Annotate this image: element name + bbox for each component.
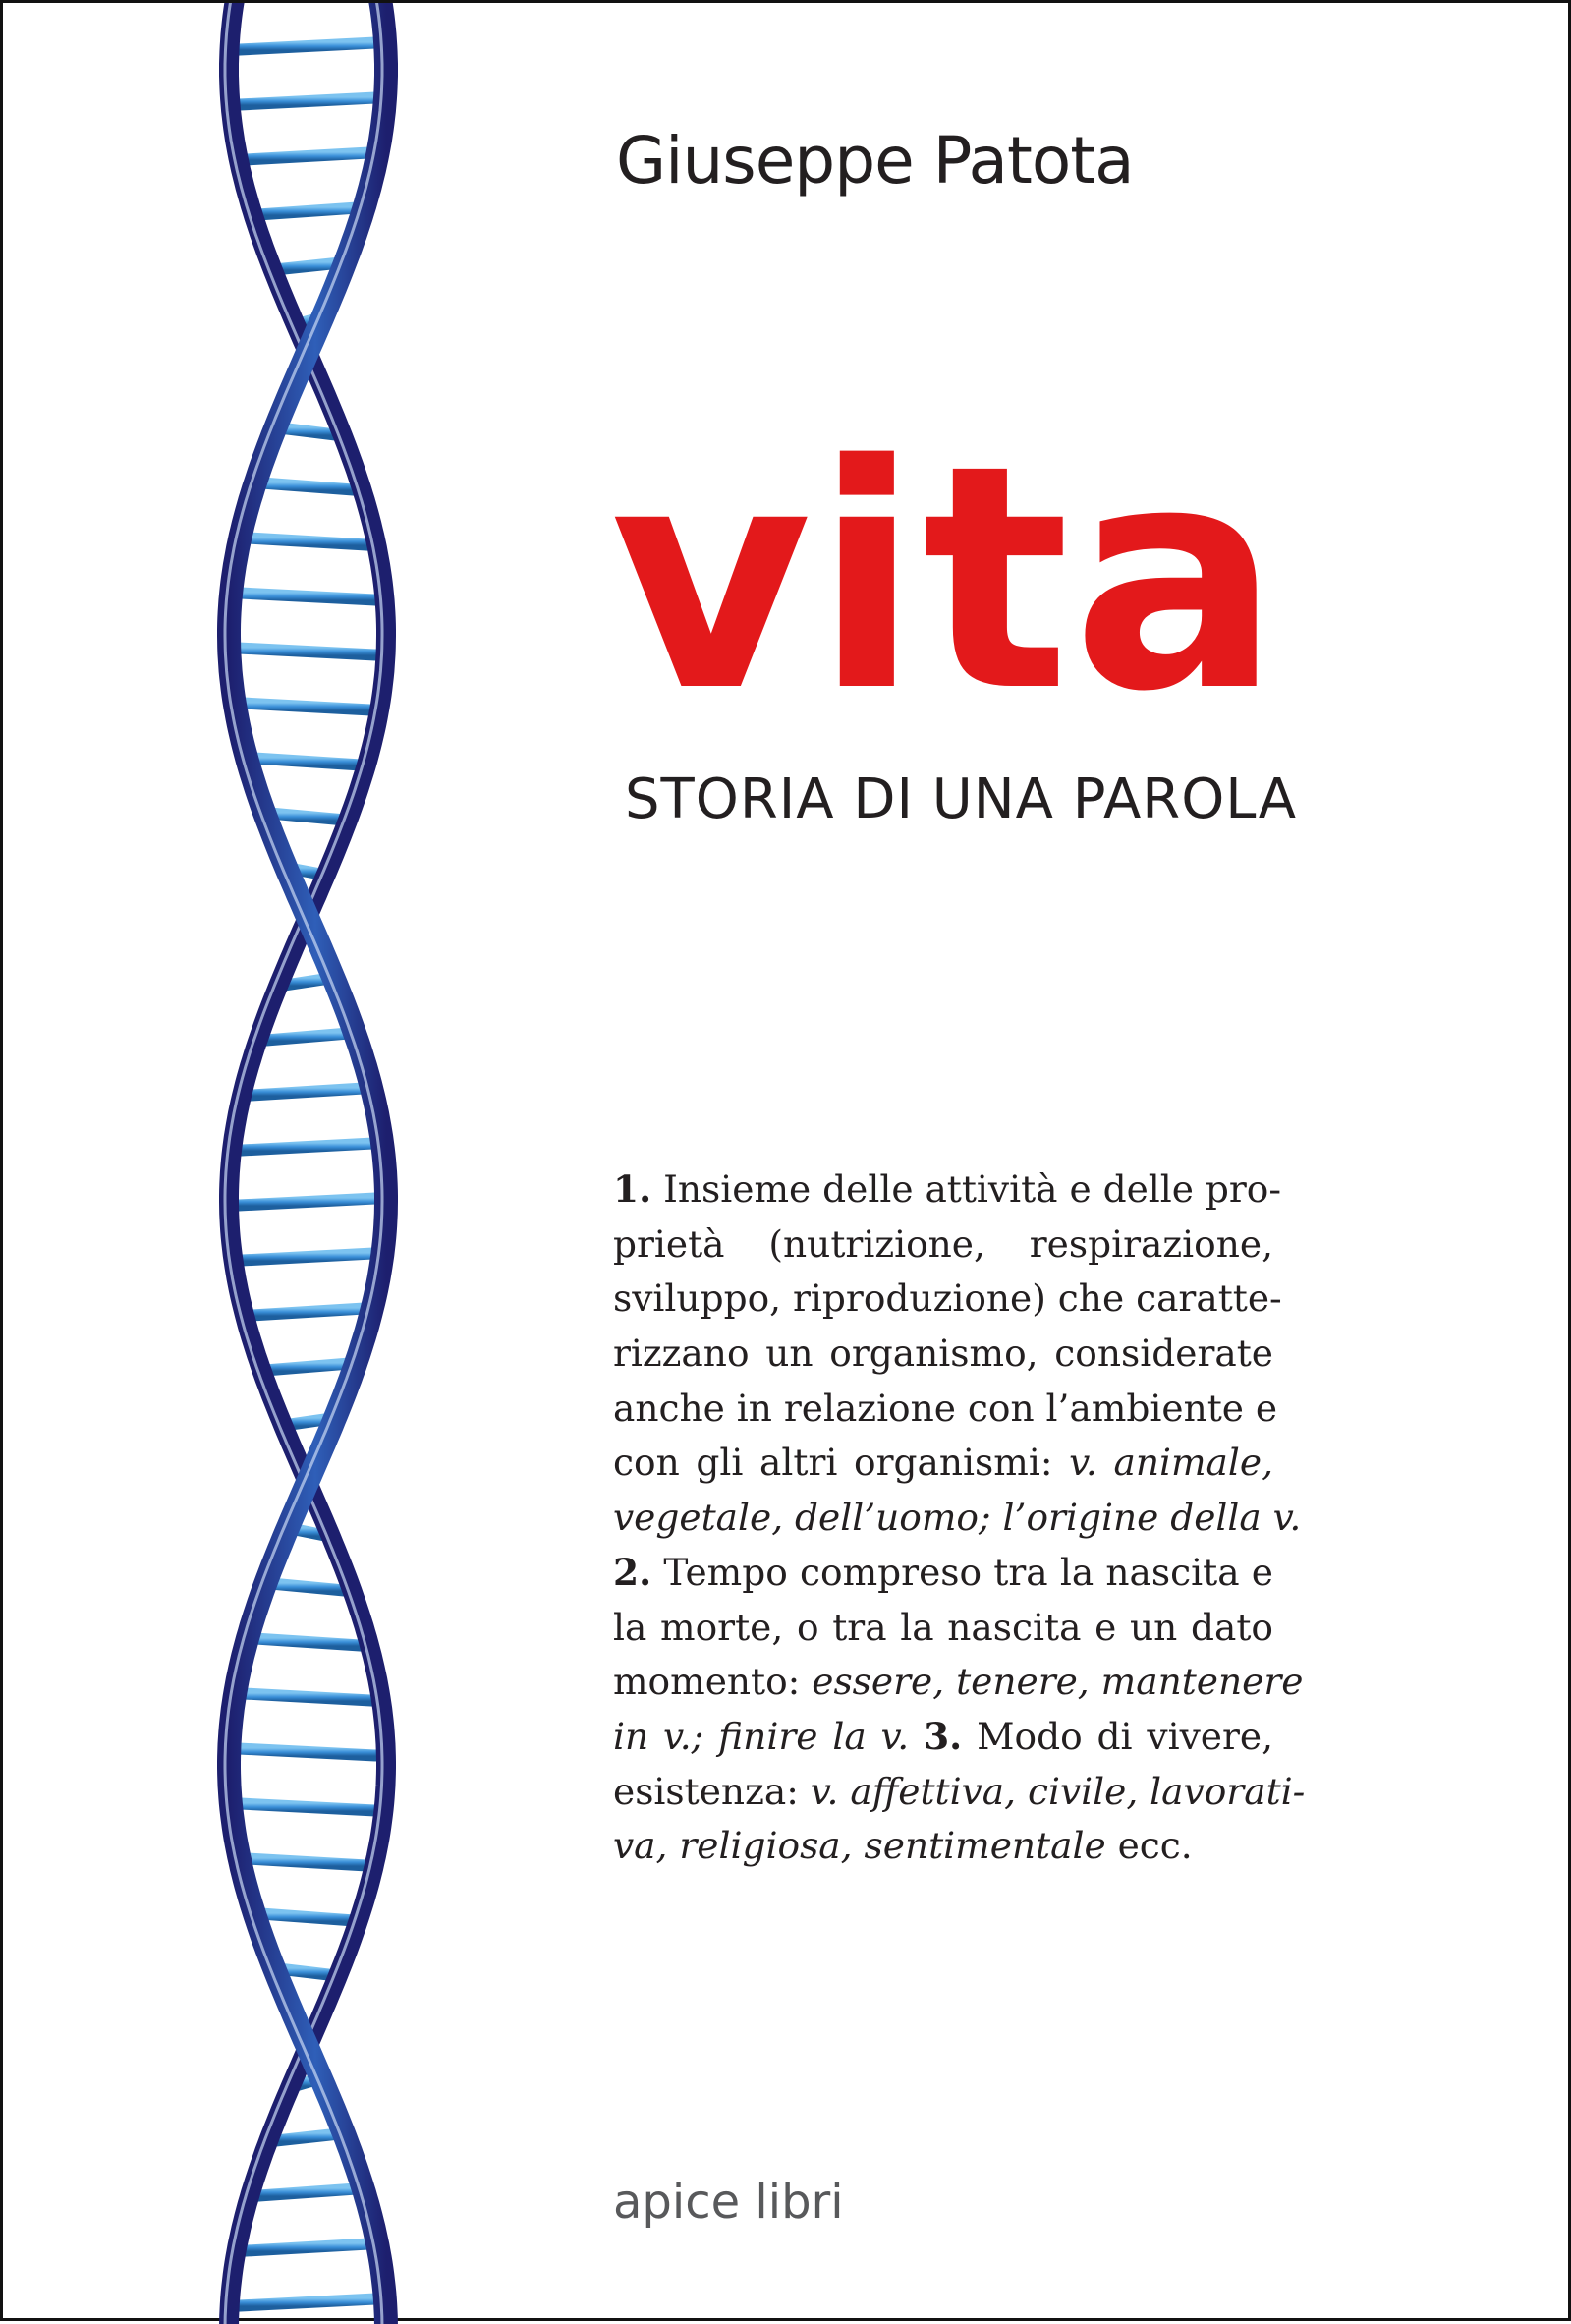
sense-number: 2. xyxy=(613,1550,652,1594)
definition-text: prietà (nutrizione, respirazione, xyxy=(613,1221,1273,1266)
sense-number: 3. xyxy=(924,1714,963,1758)
base-pair-rung xyxy=(235,703,381,710)
base-pair-rung xyxy=(240,1858,376,1866)
definition-text: Insieme delle attività e delle pro- xyxy=(651,1167,1282,1211)
base-pair-rung xyxy=(248,1638,367,1646)
definition-text: rizzano un organismo, considerate xyxy=(613,1332,1273,1376)
base-pair-rung xyxy=(229,1748,385,1756)
book-title: vita xyxy=(610,400,1283,760)
base-pair-rung xyxy=(243,1308,372,1316)
usage-example: essere, tenere, mantenere xyxy=(812,1660,1304,1704)
definition-text: ecc. xyxy=(1105,1824,1193,1868)
base-pair-rung xyxy=(260,1033,355,1041)
definition-text: sviluppo, riproduzione) che caratte- xyxy=(613,1276,1282,1321)
definition-text: Tempo compreso tra la nascita e xyxy=(651,1550,1273,1594)
base-pair-rung xyxy=(254,1913,361,1921)
base-pair-rung xyxy=(247,758,368,765)
base-pair-rung xyxy=(244,1088,371,1096)
publisher-name: apice libri xyxy=(613,2175,844,2230)
definition-line xyxy=(613,1491,1302,1546)
definition-line xyxy=(613,1327,1273,1382)
definition-line xyxy=(613,1436,1273,1491)
usage-example: v. animale, xyxy=(1069,1441,1273,1485)
sense-number: 1. xyxy=(613,1167,652,1211)
base-pair-rung xyxy=(237,152,377,160)
definition-text xyxy=(909,1715,924,1758)
base-pair-rung xyxy=(235,1693,379,1701)
definition-line xyxy=(613,1272,1282,1327)
definition-text: Modo di vivere, xyxy=(962,1714,1273,1758)
base-pair-rung xyxy=(238,2243,377,2251)
definition-line xyxy=(613,1819,1273,1874)
dictionary-definition xyxy=(613,1162,1306,1874)
base-pair-rung xyxy=(231,593,384,600)
base-pair-rung xyxy=(230,42,385,50)
book-subtitle: STORIA DI UNA PAROLA xyxy=(625,767,1298,831)
author-name: Giuseppe Patota xyxy=(616,123,1134,198)
definition-line xyxy=(613,1162,1282,1218)
base-pair-rung xyxy=(240,538,374,545)
definition-line xyxy=(613,1218,1273,1273)
base-pair-rung xyxy=(230,97,385,105)
dna-double-helix-icon xyxy=(150,3,465,2324)
base-pair-rung xyxy=(229,648,386,655)
usage-example: v. affettiva, civile, lavorati- xyxy=(810,1769,1306,1813)
definition-line xyxy=(613,1546,1273,1601)
base-pair-rung xyxy=(251,207,364,215)
definition-line xyxy=(613,1655,1304,1710)
definition-text: anche in relazione con l’ambiente e xyxy=(613,1386,1278,1430)
base-pair-rung xyxy=(265,1583,349,1591)
usage-example: in v.; finire la v. xyxy=(613,1714,910,1758)
base-pair-rung xyxy=(233,1143,382,1151)
definition-text: con gli altri organismi: xyxy=(613,1441,1070,1485)
base-pair-rung xyxy=(229,1198,386,1206)
usage-example: vegetale, dell’uomo; l’origine della v. xyxy=(613,1496,1302,1540)
base-pair-rung xyxy=(252,2188,363,2196)
base-pair-rung xyxy=(230,2298,385,2306)
definition-line xyxy=(613,1710,1273,1765)
definition-line xyxy=(613,1382,1278,1437)
definition-text: esistenza: xyxy=(613,1769,811,1813)
definition-line xyxy=(613,1601,1273,1656)
definition-text: la morte, o tra la nascita e un dato xyxy=(613,1605,1273,1649)
definition-line xyxy=(613,1765,1306,1820)
base-pair-rung xyxy=(232,1253,382,1261)
usage-example: va, religiosa, sentimentale xyxy=(613,1824,1106,1868)
base-pair-rung xyxy=(231,1803,384,1811)
definition-text: momento: xyxy=(613,1660,813,1704)
base-pair-rung xyxy=(255,482,360,490)
